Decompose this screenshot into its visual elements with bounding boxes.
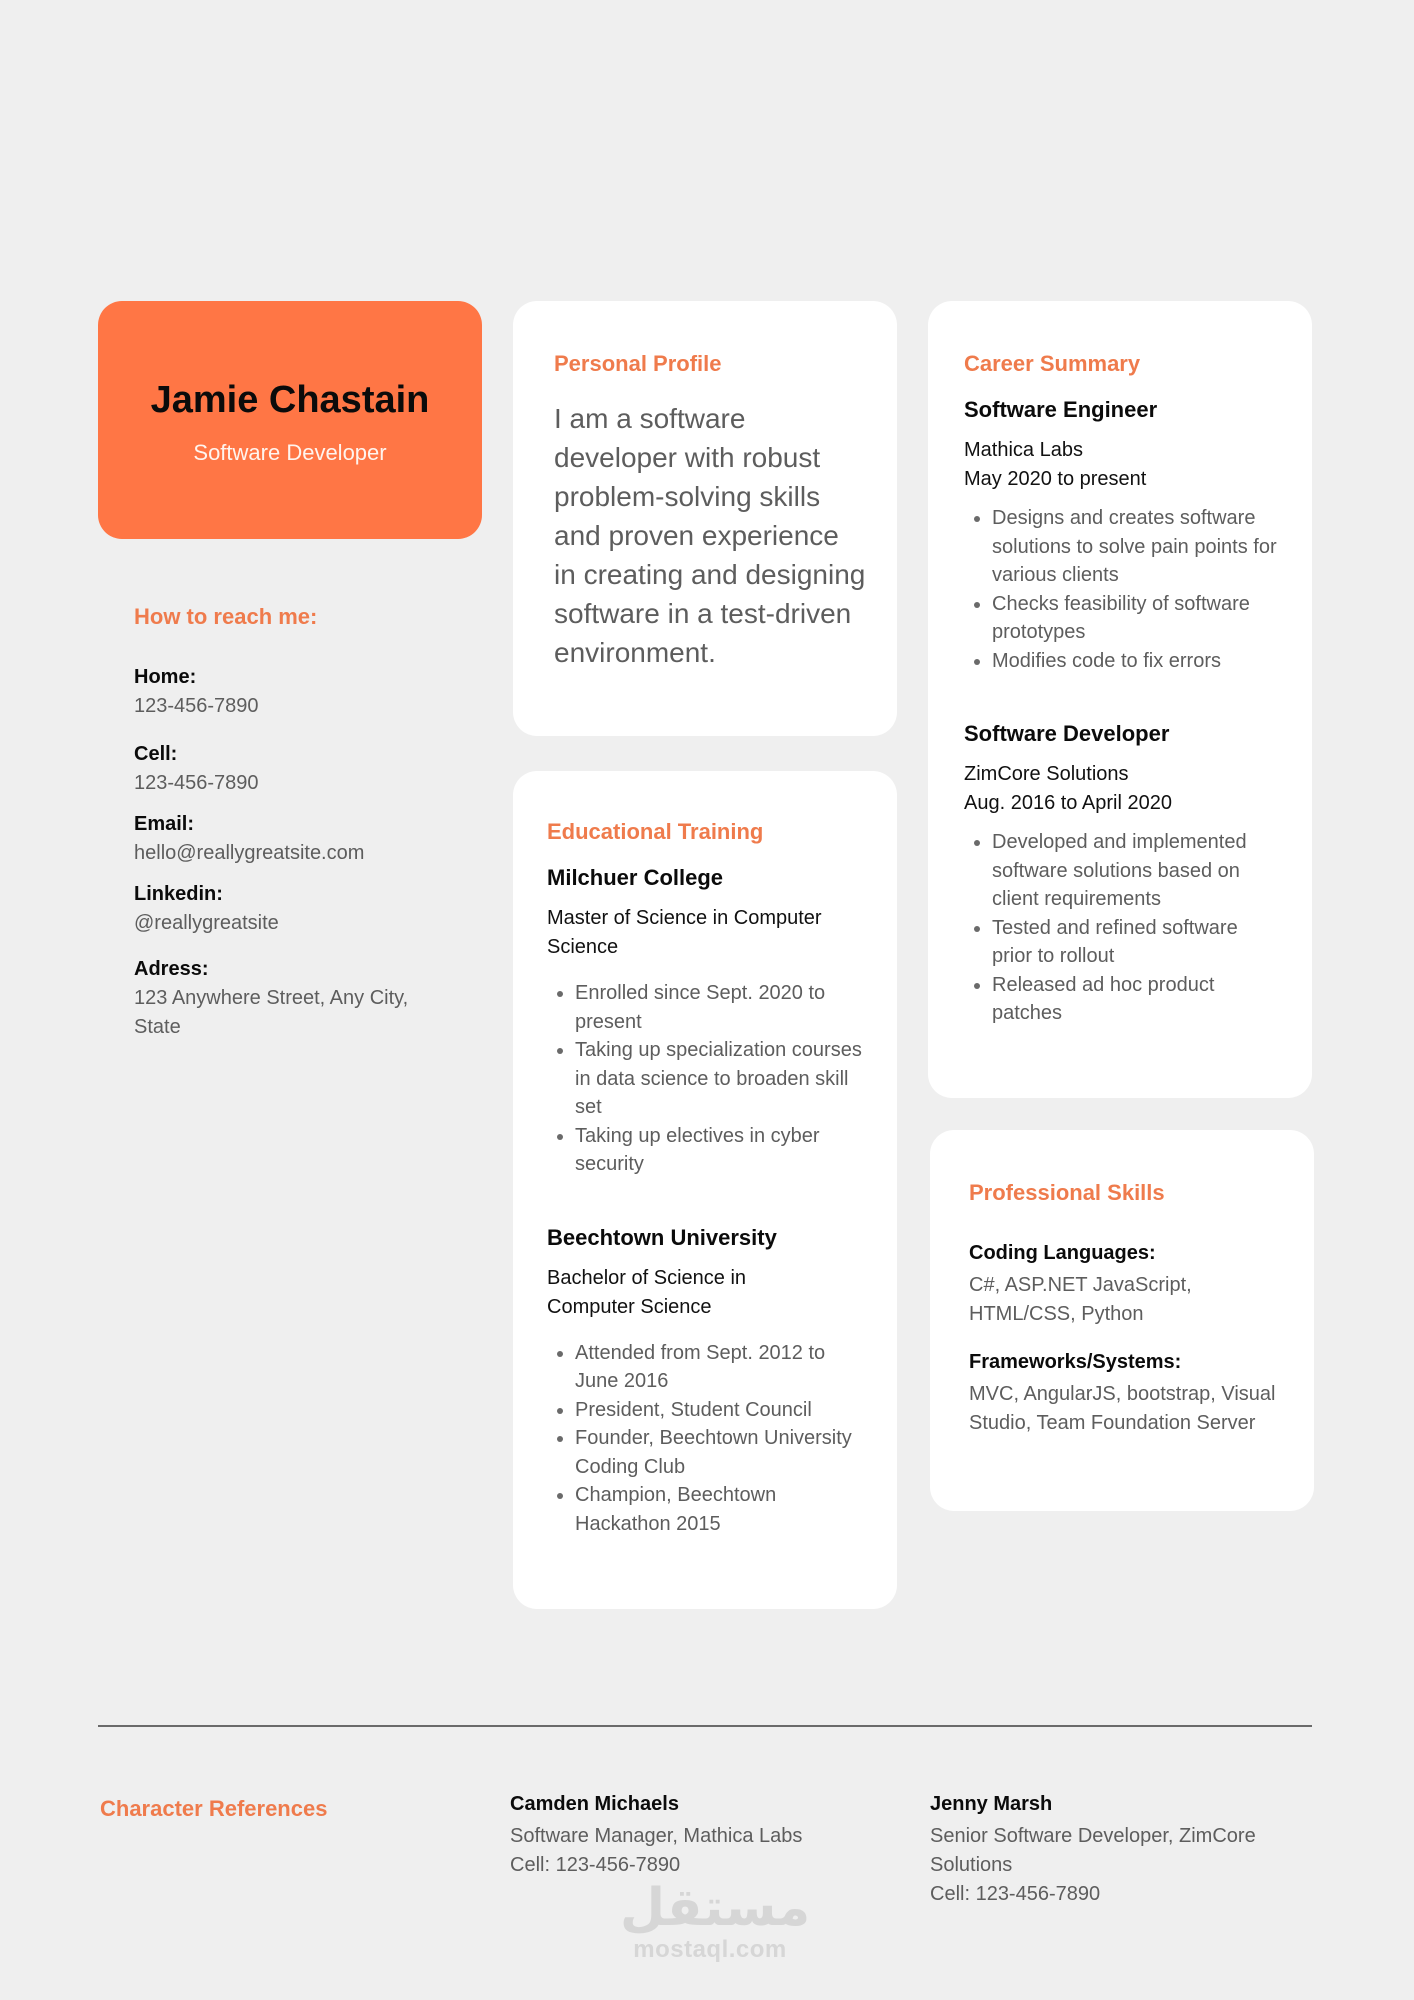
- contact-value: hello@reallygreatsite.com: [134, 842, 365, 864]
- watermark-latin: mostaql.com: [633, 1936, 787, 1963]
- skill-label: Frameworks/Systems:: [969, 1351, 1182, 1373]
- footer-divider: [98, 1725, 1312, 1727]
- contact-home: [134, 666, 464, 721]
- job-dates: Aug. 2016 to April 2020: [964, 792, 1172, 814]
- contact-email: [134, 813, 464, 868]
- list-item: • Checks feasibility of software prototypes: [992, 590, 1282, 647]
- contact-label: Home:: [134, 666, 197, 688]
- contact-cell: [134, 743, 464, 798]
- job-entry: [964, 397, 1282, 675]
- list-item: • Enrolled since Sept. 2020 to present: [575, 979, 871, 1036]
- job-company: ZimCore Solutions: [964, 763, 1129, 785]
- skill-value: C#, ASP.NET JavaScript, HTML/CSS, Python: [969, 1274, 1192, 1325]
- skills-title: Professional Skills: [969, 1180, 1165, 1205]
- profile-card: [513, 301, 897, 736]
- name-card: [98, 301, 482, 539]
- list-item: • President, Student Council: [575, 1396, 871, 1425]
- list-item: • Designs and creates software solutions to solve pain points for various clients: [992, 504, 1282, 590]
- skill-group: [969, 1242, 1284, 1329]
- list-item: • Champion, Beechtown Hackathon 2015: [575, 1481, 871, 1538]
- list-item: • Founder, Beechtown University Coding Club: [575, 1424, 871, 1481]
- contact-label: Email:: [134, 813, 195, 835]
- contact-value: @reallygreatsite: [134, 912, 279, 934]
- education-card: [513, 771, 897, 1609]
- list-item: • Tested and refined software prior to rollout: [992, 914, 1282, 971]
- contact-title: How to reach me:: [134, 604, 318, 629]
- education-bullets: [547, 979, 871, 1179]
- job-title: Software Developer: [964, 721, 1170, 746]
- list-item: • Released ad hoc product patches: [992, 971, 1282, 1028]
- job-dates: May 2020 to present: [964, 468, 1147, 490]
- education-entry: [547, 865, 871, 1179]
- reference-name: Jenny Marsh: [930, 1793, 1053, 1815]
- job-title: Software Engineer: [964, 397, 1158, 422]
- skill-value: MVC, AngularJS, bootstrap, Visual Studio, Team Foundation Server: [969, 1383, 1276, 1434]
- job-bullets: [964, 828, 1282, 1028]
- contact-value: 123 Anywhere Street, Any City, State: [134, 987, 409, 1038]
- reference-phone: Cell: 123-456-7890: [510, 1854, 681, 1876]
- job-company: Mathica Labs: [964, 439, 1083, 461]
- degree-name: Bachelor of Science in Computer Science: [547, 1266, 747, 1318]
- reference-phone: Cell: 123-456-7890: [930, 1883, 1101, 1905]
- list-item: • Modifies code to fix errors: [992, 647, 1282, 676]
- watermark-arabic: مستقل: [620, 1879, 811, 1937]
- skill-group: [969, 1351, 1284, 1438]
- list-item: • Taking up electives in cyber security: [575, 1122, 871, 1179]
- education-bullets: [547, 1339, 871, 1539]
- contact-label: Cell:: [134, 743, 178, 765]
- school-name: Beechtown University: [547, 1224, 777, 1250]
- contact-value: 123-456-7890: [134, 772, 259, 794]
- skill-label: Coding Languages:: [969, 1242, 1156, 1264]
- job-bullets: [964, 504, 1282, 675]
- school-name: Milchuer College: [547, 865, 724, 890]
- job-entry: [964, 721, 1282, 1028]
- education-entry: [547, 1225, 871, 1539]
- contact-section: [134, 604, 464, 1057]
- reference-position: Software Manager, Mathica Labs: [510, 1825, 803, 1847]
- contact-label: Adress:: [134, 958, 209, 980]
- reference-card: [510, 1793, 870, 1880]
- candidate-name: Jamie Chastain: [150, 379, 430, 421]
- degree-name: Master of Science in Computer Science: [547, 907, 822, 958]
- reference-position: Senior Software Developer, ZimCore Solutions: [930, 1825, 1256, 1876]
- reference-card: [930, 1793, 1300, 1909]
- profile-text: I am a software developer with robust problem-solving skills and proven experience in creating and designing software in a test-driven environment.: [554, 403, 866, 668]
- watermark-logo: [620, 1879, 811, 1964]
- candidate-role: Software Developer: [193, 440, 387, 465]
- list-item: • Developed and implemented software solutions based on client requirements: [992, 828, 1282, 914]
- profile-title: Personal Profile: [554, 351, 722, 376]
- reference-name: Camden Michaels: [510, 1793, 679, 1815]
- education-title: Educational Training: [547, 819, 764, 844]
- contact-linkedin: [134, 883, 464, 938]
- contact-label: Linkedin:: [134, 883, 223, 905]
- skills-card: [930, 1130, 1314, 1511]
- contact-address: [134, 958, 464, 1042]
- career-title: Career Summary: [964, 351, 1141, 376]
- list-item: • Attended from Sept. 2012 to June 2016: [575, 1339, 871, 1396]
- career-card: [928, 301, 1312, 1098]
- list-item: • Taking up specialization courses in data science to broaden skill set: [575, 1036, 871, 1122]
- contact-value: 123-456-7890: [134, 695, 259, 717]
- references-title: Character References: [100, 1796, 328, 1821]
